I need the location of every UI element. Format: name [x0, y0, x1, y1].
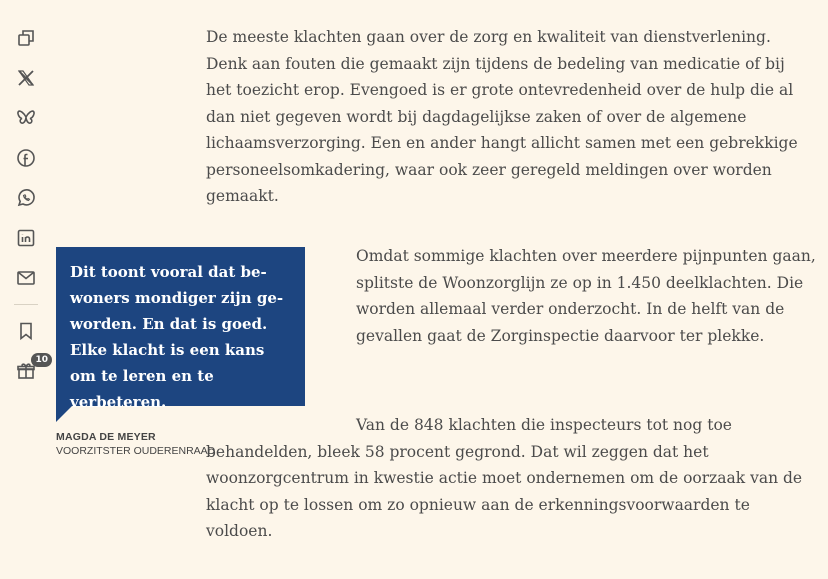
copy-link-button[interactable] [12, 24, 40, 52]
quote-author-title: VOORZITSTER OUDERENRAAD [56, 445, 216, 457]
share-linkedin-button[interactable] [12, 224, 40, 252]
quote-author [56, 430, 215, 458]
share-bar [12, 24, 48, 397]
article-paragraph-3: Van de 848 klachten die inspecteurs tot nog toe behandelden, bleek 58 procent gegrond. Dat wil zeggen dat het woonzorgcentrum in kwestie actie moet ondernemen om de oorzaak van de klacht op te lossen om zo opnieuw aan de erkenningsvoorwaarden te voldoen. [206, 416, 803, 540]
gift-button[interactable] [12, 355, 48, 385]
pull-quote-tail [56, 405, 73, 422]
article-paragraph-2: Omdat sommige klachten over meerdere pijnpunten gaan, splitste de Woonzorglijn ze op in 1.450 deelklachten. Die worden allemaal verder onderzocht. In de helft van de gevallen gaat de Zorginspectie daarvoor ter plekke. [356, 247, 816, 345]
share-bluesky-button[interactable] [12, 104, 40, 132]
share-divider [14, 304, 38, 305]
share-whatsapp-button[interactable] [12, 184, 40, 212]
quote-author-name: MAGDA DE MEYER [56, 431, 156, 443]
article-paragraph-1: De meeste klachten gaan over de zorg en kwaliteit van dienstverlening. Denk aan fouten die gemaakt zijn tijdens de bedeling van medicatie of bij het toezicht erop. Evengoed is er grote ontevredenheid over de hulp die al dan niet gegeven wordt bij dagdagelijkse zaken of over de algemene lichaamsverzorging. Een en ander hangt allicht samen met een gebrekkige personeelsomkadering, waar ook zeer geregeld meldingen over worden gemaakt. [206, 28, 798, 205]
bookmark-icon [16, 321, 36, 341]
share-x-button[interactable] [12, 64, 40, 92]
copy-icon [16, 28, 36, 48]
butterfly-icon [16, 108, 36, 128]
x-icon [16, 68, 36, 88]
linkedin-icon [16, 228, 36, 248]
whatsapp-icon [16, 188, 36, 208]
facebook-icon [16, 148, 36, 168]
bookmark-button[interactable] [12, 317, 40, 345]
share-facebook-button[interactable] [12, 144, 40, 172]
share-email-button[interactable] [12, 264, 40, 292]
pull-quote-text: Dit toont vooral dat bewoners mondiger zijn geworden. En dat is goed. Elke klacht is een kans om te leren en te verbeteren. [70, 263, 284, 411]
mail-icon [16, 268, 36, 288]
pull-quote [56, 247, 305, 411]
gift-count-badge: 10 [31, 353, 52, 367]
